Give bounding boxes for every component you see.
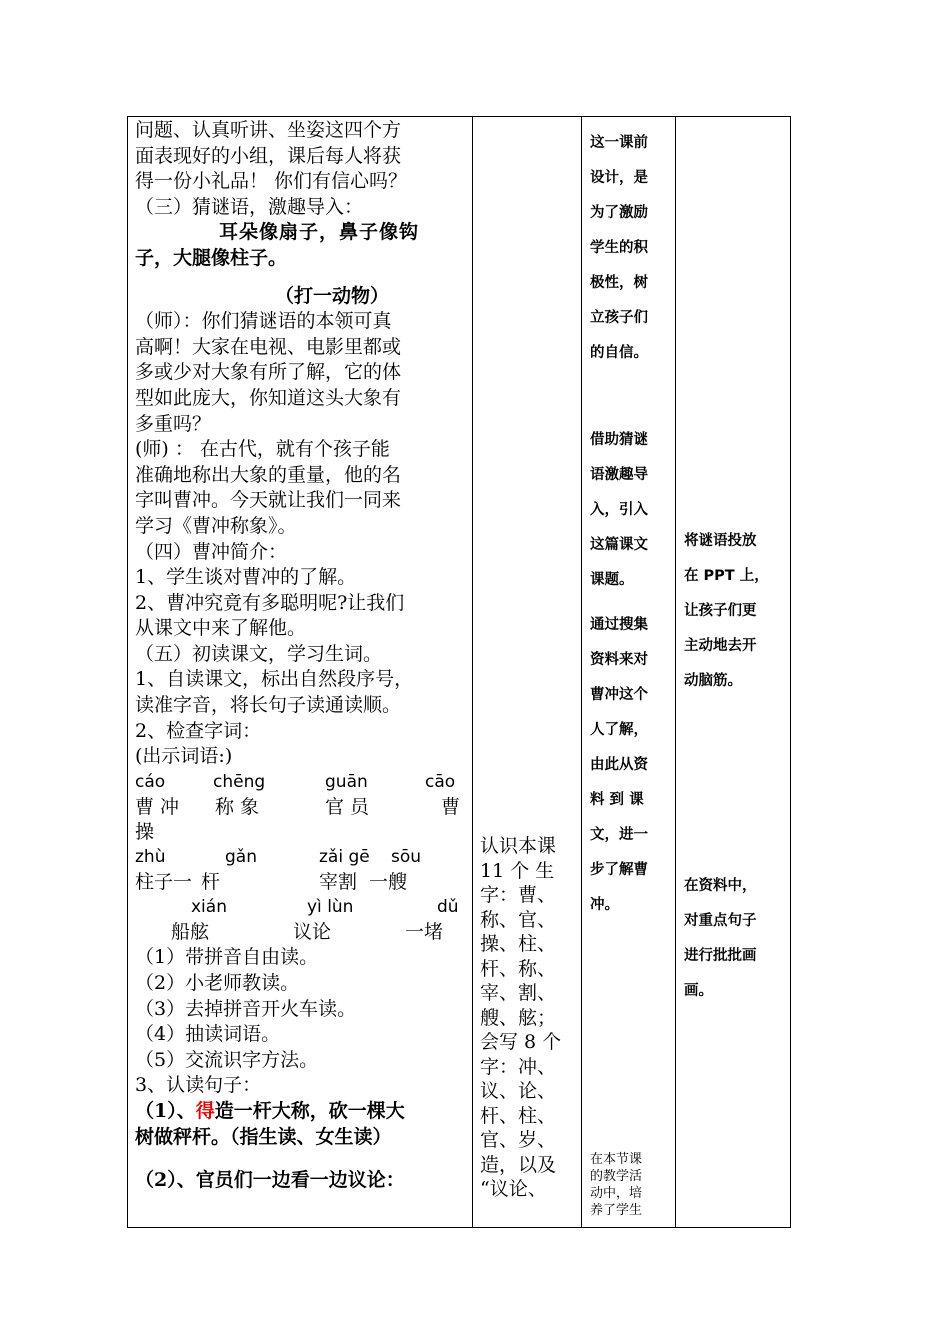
text-line: 1、学生谈对曹冲的了解。 xyxy=(135,566,357,589)
text-line: 动脑筋。 xyxy=(684,673,742,689)
text-line: 曹冲这个 xyxy=(590,687,648,703)
text-line: 面表现好的小组，课后每人将获 xyxy=(135,144,402,167)
text-line: 画。 xyxy=(684,983,713,999)
text-line: 冲。 xyxy=(590,897,619,913)
text-line: 立孩子们 xyxy=(590,310,648,326)
text-line: 课题。 xyxy=(590,572,634,588)
text-line: （1）带拼音自由读。 xyxy=(135,946,319,969)
table-divider-1 xyxy=(472,116,473,1228)
text-line: 通过搜集 xyxy=(590,617,648,633)
text-line: 的教学活 xyxy=(590,1169,643,1184)
pinyin-row-1: cáo chēng guān cāo xyxy=(135,771,456,792)
text-line: 2、检查字词： xyxy=(135,719,262,742)
teaching-process-column xyxy=(135,118,469,1194)
text-line: 会写 8 个 xyxy=(480,1031,562,1053)
text-line: 读准字音，将长句子读通读顺。 xyxy=(135,694,402,717)
text-line: 字叫曹冲。今天就让我们一同来 xyxy=(135,489,402,512)
riddle-line: 耳朵像扇子，鼻子像钩 xyxy=(219,221,420,244)
text-line: 人了解， xyxy=(590,722,648,738)
text-line: 11 个 生 xyxy=(480,859,555,882)
section-heading: （三）猜谜语，激趣导入： xyxy=(135,195,364,218)
riddle-hint: （打一动物） xyxy=(275,284,390,307)
text-line: 造，以及 xyxy=(480,1153,557,1176)
text-line: 从课文中来了解他。 xyxy=(135,617,307,640)
text-line: （2）小老师教读。 xyxy=(135,972,300,995)
text-line: 设计，是 xyxy=(590,170,648,186)
sentence-1: （1）、得造一杆大称，砍一棵大 xyxy=(135,1100,405,1122)
pinyin-row-3: xián yì lùn dǔ xyxy=(191,897,459,918)
text-line: 文，进一 xyxy=(590,827,648,843)
text-line: 借助猜谜 xyxy=(590,432,648,448)
text-line: 多重吗？ xyxy=(135,412,212,435)
text-line: 这一课前 xyxy=(590,135,648,151)
text-line: 学习《曹冲称象》。 xyxy=(135,514,297,537)
word-line: 操 xyxy=(135,820,155,843)
text-line: 学生的积 xyxy=(590,240,648,256)
sentence-2: （2）、官员们一边看一边议论： xyxy=(135,1169,405,1192)
text-line: 料 到 课 xyxy=(590,792,644,808)
text-line: (师) ： 在古代，就有个孩子能 xyxy=(135,438,390,461)
text-line: “议论、 xyxy=(480,1178,547,1200)
text-line: 称、官、 xyxy=(480,908,557,931)
pinyin-row-2: zhù gǎn zǎi gē sōu xyxy=(135,847,422,868)
text-line: 由此从资 xyxy=(590,757,648,773)
text-line: 字：曹、 xyxy=(480,884,557,906)
text-line: 养了学生 xyxy=(590,1203,643,1218)
text-line: 型如此庞大，你知道这头大象有 xyxy=(135,386,402,409)
text-line: 语激趣导 xyxy=(590,467,648,483)
text-line: （5）交流识字方法。 xyxy=(135,1048,319,1071)
text-line: 极性，树 xyxy=(590,275,648,291)
text-line: 议、论、 xyxy=(480,1080,557,1102)
section-heading: （四）曹冲简介： xyxy=(135,540,288,563)
text-line: 字：冲、 xyxy=(480,1055,557,1078)
word-row-2: 柱子一 杆 宰割 一艘 xyxy=(135,871,408,894)
text-line: 准确地称出大象的重量，他的名 xyxy=(135,463,402,486)
text-line: 认识本课 xyxy=(480,835,557,857)
text-line: 杆、称、 xyxy=(480,957,557,980)
text-line: 在 PPT 上， xyxy=(684,568,769,584)
text-line: 这篇课文 xyxy=(590,537,648,553)
text-line: (出示词语:) xyxy=(135,745,233,768)
text-line: 1、自读课文，标出自然段序号， xyxy=(135,668,414,691)
table-divider-2 xyxy=(581,116,582,1228)
sentence-1-cont: 树做秤杆。（指生读、女生读） xyxy=(135,1125,392,1148)
text-line: 进行批批画 xyxy=(684,948,757,964)
text-line: 艘、舷； xyxy=(480,1006,557,1029)
text-line: 步了解曹 xyxy=(590,862,648,878)
text-line: 资料来对 xyxy=(590,652,648,668)
section-heading: （五）初读课文，学习生词。 xyxy=(135,642,383,665)
objectives-column xyxy=(480,834,576,1202)
text-line: 2、曹冲究竟有多聪明呢?让我们 xyxy=(135,591,405,614)
text-line: 官、岁、 xyxy=(480,1129,557,1151)
text-line: 动中，培 xyxy=(590,1186,643,1201)
riddle-line: 子，大腿像柱子。 xyxy=(135,246,288,269)
text-line: 将谜语投放 xyxy=(684,533,757,549)
text-line: （3）去掉拼音开火车读。 xyxy=(135,997,357,1020)
table-divider-3 xyxy=(675,116,676,1228)
text-line: 高啊！大家在电视、电影里都或 xyxy=(135,335,402,358)
text-line: 为了激励 xyxy=(590,205,648,221)
text-line: 多或少对大象有所了解，它的体 xyxy=(135,361,402,384)
text-line: 宰、割、 xyxy=(480,982,557,1004)
text-line: 在本节课 xyxy=(590,1152,643,1167)
media-notes-column xyxy=(684,524,784,1009)
text-line: 在资料中， xyxy=(684,878,757,894)
word-row-1: 曹 冲 称 象 官 员 曹 xyxy=(135,795,461,818)
text-line: 主动地去开 xyxy=(684,638,757,654)
design-intent-footnote xyxy=(590,1151,670,1219)
word-row-3: 船舷 议论 一堵 xyxy=(171,921,444,944)
text-line: 的自信。 xyxy=(590,345,648,361)
text-line: （4）抽读词语。 xyxy=(135,1023,281,1046)
highlight-char: 得 xyxy=(195,1100,215,1122)
text-line: 入，引入 xyxy=(590,502,648,518)
text-line: （师）：你们猜谜语的本领可真 xyxy=(135,310,392,333)
text-line: 对重点句子 xyxy=(684,913,757,929)
text-line: 3、认读句子： xyxy=(135,1074,262,1097)
text-line: 问题、认真听讲、坐姿这四个方 xyxy=(135,119,402,141)
text-line: 杆、柱、 xyxy=(480,1104,557,1127)
text-line: 操、柱、 xyxy=(480,933,557,955)
text-line: 让孩子们更 xyxy=(684,603,757,619)
design-intent-column xyxy=(590,126,670,923)
text-line: 得一份小礼品！ 你们有信心吗？ xyxy=(135,170,408,193)
